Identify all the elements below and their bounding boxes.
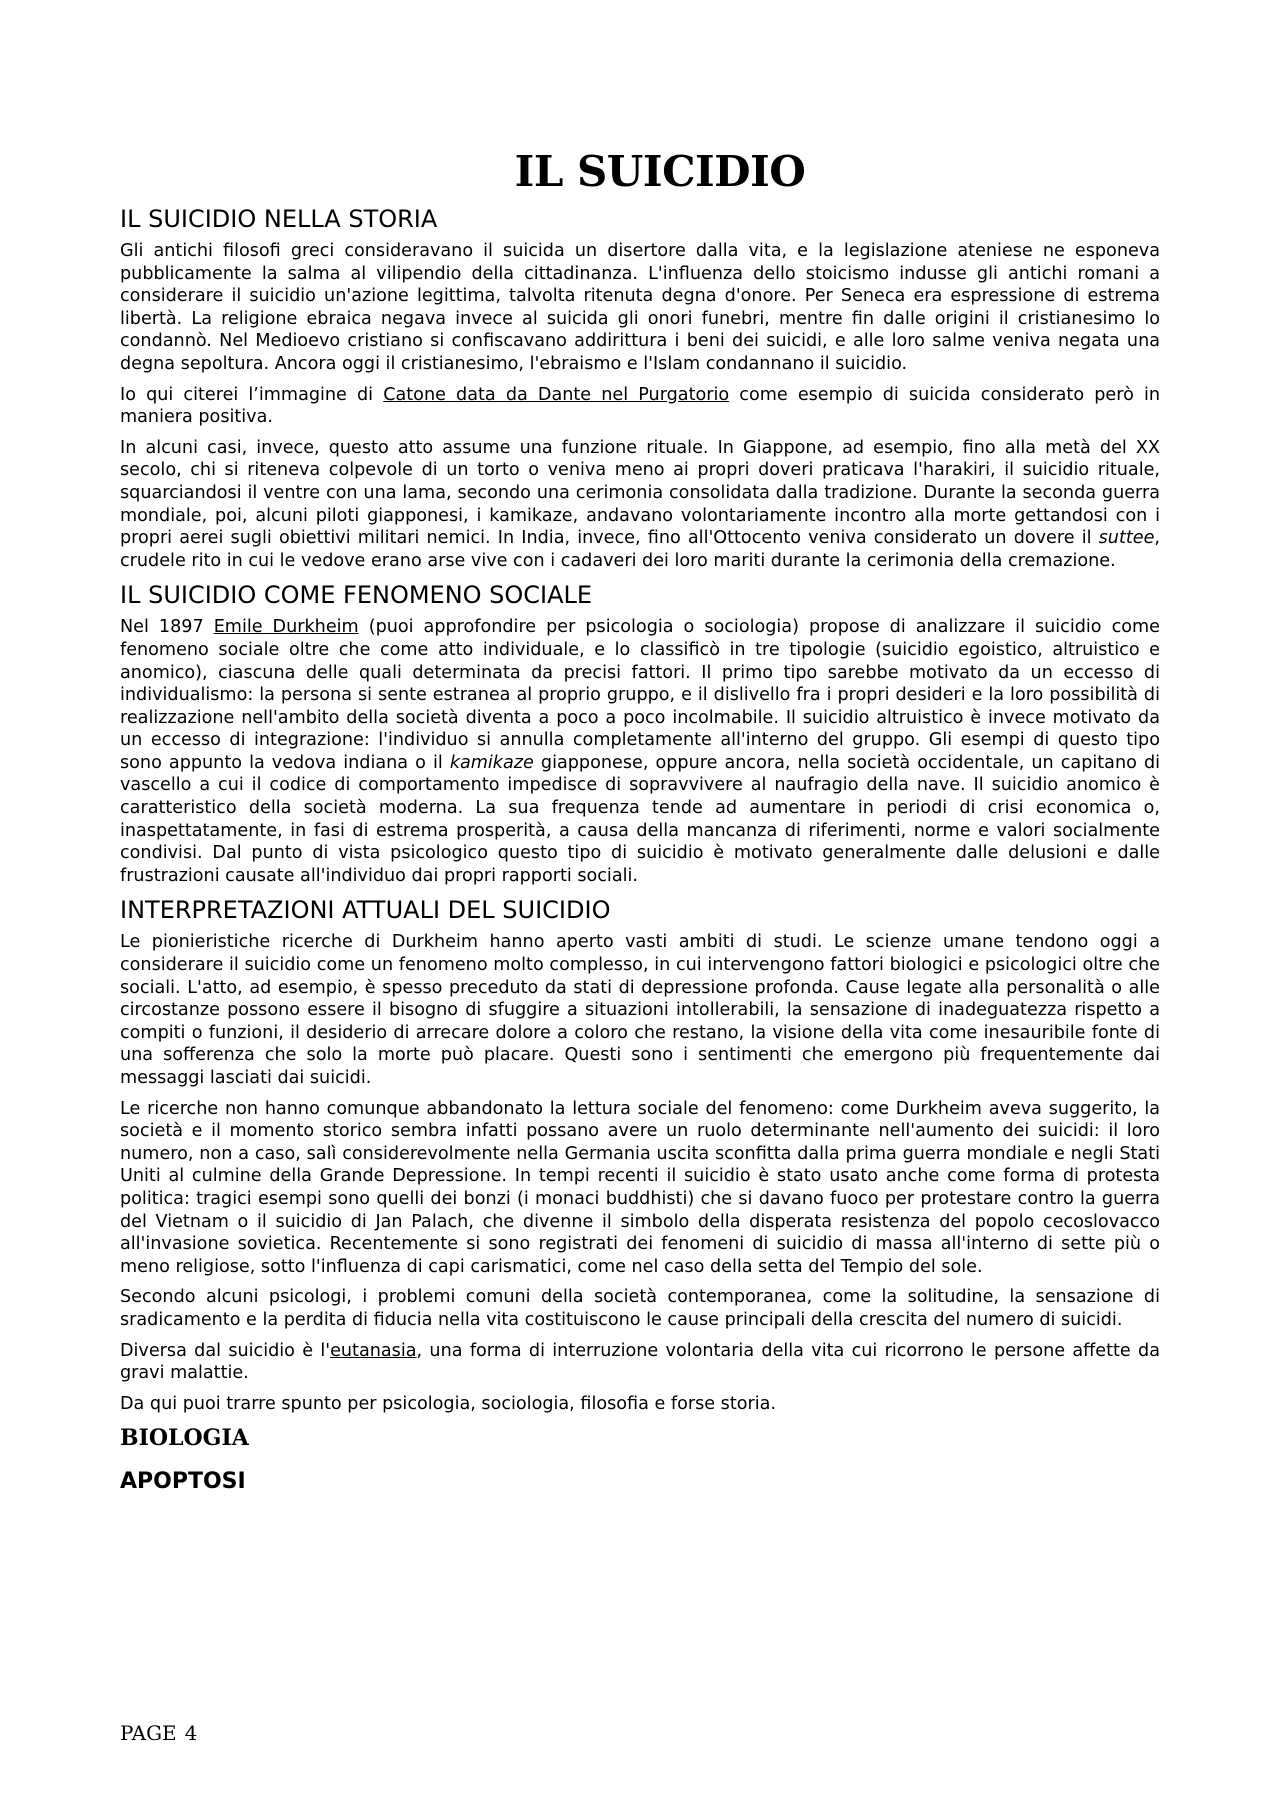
italic-term-kamikaze: kamikaze [449, 752, 534, 773]
paragraph-psicologi: Secondo alcuni psicologi, i problemi comuni della società contemporanea, come la solitudine, la sensazione di sradicamento e la perdita di fiducia nella vita costituiscono le cause principali della crescita del numero di suicidi. [120, 1287, 1160, 1330]
text-segment: Nel 1897 [120, 617, 214, 638]
section-heading-interpretazioni: INTERPRETAZIONI ATTUALI DEL SUICIDIO [120, 896, 611, 925]
text-segment: giapponese, oppure ancora, nella società occidentale, un capitano di vascello a cui il codice di comportamento impedisce di sopravvivere al naufragio della nave. Il suicidio anomico è caratteristico della società moderna. La sua frequenza tende ad aumentare in periodi di crisi economica o, inaspettatamente, in fasi di estrema prosperità, a causa della mancanza di riferimenti, norme e valori socialmente condivisi. Dal punto di vista psicologico questo tipo di suicidio è motivato generalmente dalle delusioni e dalle frustrazioni causate all'individuo dai propri rapporti sociali. [120, 752, 1160, 886]
paragraph-antichi: Gli antichi filosofi greci consideravano il suicida un disertore dalla vita, e la legislazione ateniese ne esponeva pubblicamente la salma al vilipendio della cittadinanza. L'influenza dello stoicismo indusse gli antichi romani a considerare il suicidio un'azione legittima, talvolta ritenuta degna d'onore. Per Seneca era espressione di estrema libertà. La religione ebraica negava invece al suicida gli onori funebri, mentre fin dalle origini il cristianesimo lo condannò. Nel Medioevo cristiano si confiscavano addirittura i beni dei suicidi, e alle loro salme veniva negata una degna sepoltura. Ancora oggi il cristianesimo, l'ebraismo e l'Islam condannano il suicidio. [120, 241, 1160, 374]
section-interpretazioni [120, 895, 1160, 1415]
italic-term-suttee: suttee [1098, 528, 1155, 549]
section-heading-storia: IL SUICIDIO NELLA STORIA [120, 205, 438, 233]
paragraph-durkheim [120, 616, 1160, 887]
page-footer [120, 1720, 205, 1746]
eutanasia-link[interactable]: eutanasia [330, 1340, 417, 1361]
paragraph-rituale [120, 437, 1160, 573]
document-body [120, 148, 1160, 1497]
section-heading-fenomeno-sociale: IL SUICIDIO COME FENOMENO SOCIALE [120, 581, 593, 610]
page-number: 4 [184, 1721, 198, 1745]
page-title: IL SUICIDIO [514, 147, 806, 196]
text-segment: In alcuni casi, invece, questo atto assume una funzione rituale. In Giappone, ad esempio, fino alla metà del XX secolo, chi si riteneva colpevole di un torto o veniva meno ai propri doveri praticava l'harakiri, il suicidio rituale, squarciandosi il ventre con una lama, secondo una cerimonia consolidata dalla tradizione. Durante la seconda guerra mondiale, poi, alcuni piloti giapponesi, i kamikaze, andavano volontariamente incontro alla morte gettandosi con i propri aerei sugli obiettivi militari nemici. In India, invece, fino all'Ottocento veniva considerato un dovere il [120, 437, 1160, 549]
section-fenomeno-sociale [120, 580, 1160, 887]
text-segment: come esempio di suicida considerato però in maniera positiva. [120, 384, 1161, 428]
text-segment: , crudele rito in cui le vedove erano arse vive con i cadaveri dei loro mariti durante la cerimonia della cremazione. [120, 528, 1160, 571]
text-segment: , una forma di interruzione volontaria della vita cui ricorrono le persone affette da gravi malattie. [120, 1340, 1160, 1384]
paragraph-eutanasia [120, 1340, 1160, 1385]
text-segment: Io qui citerei l’immagine di [120, 384, 384, 405]
section-storia [120, 204, 1160, 572]
paragraph-spunto: Da qui puoi trarre spunto per psicologia, sociologia, filosofia e forse storia. [120, 1393, 776, 1414]
biology-heading: BIOLOGIA [120, 1425, 249, 1452]
apoptosis-heading: APOPTOSI [120, 1469, 246, 1495]
paragraph-catone [120, 384, 1160, 429]
catone-link[interactable]: Catone data da Dante nel Purgatorio [383, 384, 730, 405]
paragraph-ricerche-pionieristiche: Le pionieristiche ricerche di Durkheim hanno aperto vasti ambiti di studi. Le scienze umane tendono oggi a considerare il suicidio come un fenomeno molto complesso, in cui intervengono fattori biologici e psicologici oltre che sociali. L'atto, ad esempio, è spesso preceduto da stati di depressione profonda. Cause legate alla personalità o alle circostanze possono essere il bisogno di sfuggire a situazioni intollerabili, la sensazione di inadeguatezza rispetto a compiti o funzioni, il desiderio di arrecare dolore a coloro che restano, la visione della vita come inesauribile fonte di una sofferenza che solo la morte può placare. Questi sono i sentimenti che emergono più frequentemente dai messaggi lasciati dai suicidi. [120, 932, 1160, 1088]
text-segment: Diversa dal suicidio è l' [120, 1340, 331, 1361]
page-label: PAGE [120, 1721, 177, 1745]
paragraph-lettura-sociale: Le ricerche non hanno comunque abbandonato la lettura sociale del fenomeno: come Durkheim aveva suggerito, la società e il momento storico sembra infatti possano avere un ruolo determinante nell'aumento dei suicidi: il loro numero, non a caso, salì considerevolmente nella Germania uscita sconfitta dalla prima guerra mondiale e negli Stati Uniti al culmine della Grande Depressione. In tempi recenti il suicidio è stato usato anche come forma di protesta politica: tragici esempi sono quelli dei bonzi (i monaci buddhisti) che si davano fuoco per protestare contro la guerra del Vietnam o il suicidio di Jan Palach, che divenne il simbolo della disperata resistenza del popolo cecoslovacco all'invasione sovietica. Recentemente si sono registrati dei fenomeni di suicidio di massa all'interno di sette più o meno religiose, sotto l'influenza di capi carismatici, come nel caso della setta del Tempio del sole. [120, 1098, 1160, 1277]
durkheim-link[interactable]: Emile Durkheim [213, 617, 359, 638]
text-segment: (puoi approfondire per psicologia o sociologia) propose di analizzare il suicidio come fenomeno sociale oltre che come atto individuale, e lo classificò in tre tipologie (suicidio egoistico, altruistico e anomico), ciascuna delle quali determinata da precisi fattori. Il primo tipo sarebbe motivato da un eccesso di individualismo: la persona si sente estranea al proprio gruppo, e il dislivello fra i propri desideri e la loro possibilità di realizzazione nell'ambito della società diventa a poco a poco incolmabile. Il suicidio altruistico è invece motivato da un eccesso di integrazione: l'individuo si annulla completamente all'interno del gruppo. Gli esempi di questo tipo sono appunto la vedova indiana o il [120, 617, 1160, 773]
